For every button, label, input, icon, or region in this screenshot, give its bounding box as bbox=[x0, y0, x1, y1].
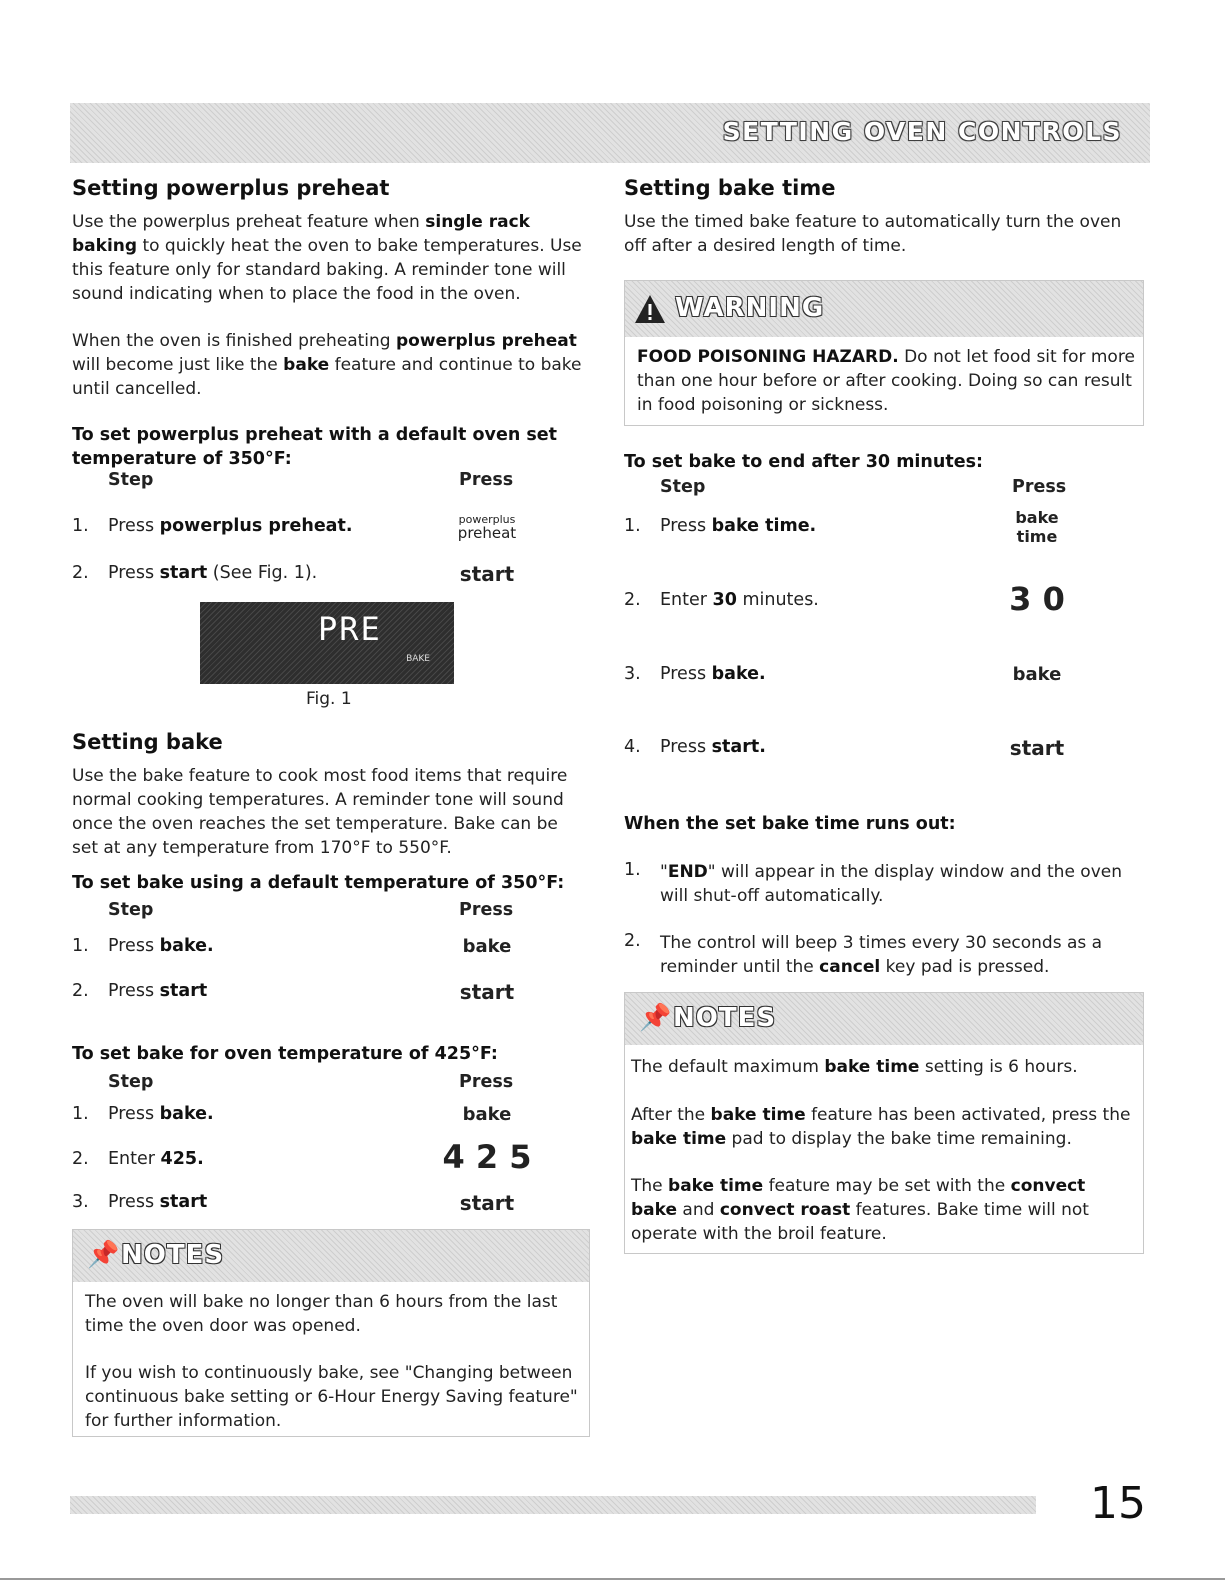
note-text: The default maximum bake time setting is 6 hours. bbox=[631, 1057, 1078, 1077]
warning-triangle-icon bbox=[633, 293, 667, 325]
press-column-label: Press bbox=[459, 900, 514, 920]
step-column-label: Step bbox=[108, 900, 154, 920]
step-number: 2. bbox=[72, 563, 89, 583]
step-text: Press start. bbox=[660, 737, 766, 757]
step-number: 1. bbox=[72, 936, 89, 956]
step-text: Press bake time. bbox=[660, 516, 817, 536]
notes-title: NOTES bbox=[121, 1240, 225, 1270]
bake-key: bake bbox=[1012, 664, 1062, 685]
runs-out-subhead: When the set bake time runs out: bbox=[624, 814, 956, 834]
bake-time-key: bake time bbox=[1015, 508, 1059, 546]
note-text: After the bake time feature has been activated, press the bake time pad to display the bake time remaining. bbox=[631, 1105, 1131, 1149]
bake-heading: Setting bake bbox=[72, 730, 223, 754]
oven-display-figure bbox=[200, 602, 454, 684]
powerplus-steps-subhead: To set powerplus preheat with a default oven set temperature of 350°F: bbox=[72, 425, 558, 469]
bake-time-heading: Setting bake time bbox=[624, 176, 836, 200]
step-text: Press bake. bbox=[108, 1104, 214, 1124]
step-column-label: Step bbox=[660, 477, 706, 497]
bottom-rule bbox=[0, 1578, 1225, 1580]
press-column-label: Press bbox=[1012, 477, 1067, 497]
start-key: start bbox=[459, 562, 515, 586]
list-number: 2. bbox=[624, 931, 641, 951]
step-column-label: Step bbox=[108, 1072, 154, 1092]
powerplus-preheat-key: powerplus preheat bbox=[457, 513, 517, 542]
step-text: Enter 30 minutes. bbox=[660, 590, 819, 610]
warning-box bbox=[624, 280, 1144, 426]
step-number: 3. bbox=[624, 664, 641, 684]
step-number: 1. bbox=[72, 1104, 89, 1124]
display-mode-label: BAKE bbox=[406, 654, 430, 664]
notes-title: NOTES bbox=[673, 1003, 777, 1033]
start-key: start bbox=[459, 980, 515, 1004]
warning-text: FOOD POISONING HAZARD. Do not let food sit for more than one hour before or after cooking. Doing so can result in food poisoning or sickness. bbox=[637, 347, 1135, 415]
bake-425-subhead: To set bake for oven temperature of 425°F: bbox=[72, 1044, 498, 1064]
step-number: 3. bbox=[72, 1192, 89, 1212]
runs-out-item-1: "END" will appear in the display window and the oven will shut-off automatically. bbox=[660, 862, 1123, 906]
step-number: 1. bbox=[72, 516, 89, 536]
note-text: The bake time feature may be set with the convect bake and convect roast features. Bake time will not operate with the broil feature. bbox=[631, 1176, 1089, 1244]
runs-out-item-2: The control will beep 3 times every 30 seconds as a reminder until the cancel key pad is pressed. bbox=[660, 933, 1103, 977]
bake-time-paragraph: Use the timed bake feature to automatically turn the oven off after a desired length of time. bbox=[624, 212, 1122, 256]
powerplus-heading: Setting powerplus preheat bbox=[72, 176, 390, 200]
notes-box-right bbox=[624, 992, 1144, 1254]
step-number: 2. bbox=[72, 981, 89, 1001]
bake-key: bake bbox=[462, 1104, 512, 1125]
note-text: The oven will bake no longer than 6 hours from the last time the oven door was opened. bbox=[85, 1292, 558, 1336]
bake-paragraph: Use the bake feature to cook most food items that require normal cooking temperatures. A reminder tone will sound once the oven reaches the set temperature. Bake can be set at any temperature from 170°F to 550°F. bbox=[72, 766, 568, 858]
step-text: Press bake. bbox=[108, 936, 214, 956]
step-column-label: Step bbox=[108, 470, 154, 490]
bake-time-steps-subhead: To set bake to end after 30 minutes: bbox=[624, 452, 983, 472]
section-title: SETTING OVEN CONTROLS bbox=[722, 117, 1122, 146]
step-number: 4. bbox=[624, 737, 641, 757]
number-keys-30: 3 0 bbox=[1009, 580, 1065, 618]
warning-title-bar bbox=[625, 281, 1143, 337]
press-column-label: Press bbox=[459, 470, 514, 490]
step-text: Press start bbox=[108, 981, 208, 1001]
warning-title: WARNING bbox=[675, 293, 825, 323]
section-header-bar bbox=[70, 103, 1150, 163]
step-number: 2. bbox=[624, 590, 641, 610]
start-key: start bbox=[459, 1191, 515, 1215]
note-text: If you wish to continuously bake, see "Changing between continuous bake setting or 6-Hour Energy Saving feature" for further information. bbox=[85, 1363, 578, 1431]
bake-default-subhead: To set bake using a default temperature of 350°F: bbox=[72, 873, 565, 893]
pushpin-icon: 📌 bbox=[87, 1240, 120, 1270]
notes-title-bar bbox=[625, 993, 1143, 1045]
number-keys-425: 4 2 5 bbox=[442, 1138, 532, 1176]
step-number: 2. bbox=[72, 1149, 89, 1169]
powerplus-paragraph-2: When the oven is finished preheating powerplus preheat will become just like the bake feature and continue to bake until cancelled. bbox=[72, 331, 582, 399]
page-number: 15 bbox=[1090, 1478, 1146, 1529]
notes-title-bar bbox=[73, 1230, 589, 1282]
list-number: 1. bbox=[624, 860, 641, 880]
start-key: start bbox=[1009, 736, 1065, 760]
press-column-label: Press bbox=[459, 1072, 514, 1092]
step-number: 1. bbox=[624, 516, 641, 536]
pushpin-icon: 📌 bbox=[639, 1003, 672, 1033]
step-text: Press start (See Fig. 1). bbox=[108, 563, 318, 583]
step-text: Enter 425. bbox=[108, 1149, 204, 1169]
notes-box-left bbox=[72, 1229, 590, 1437]
powerplus-paragraph-1: Use the powerplus preheat feature when single rack baking to quickly heat the oven to bake temperatures. Use this feature only for standard baking. A reminder tone will sound indicating when to place the food in the oven. bbox=[72, 212, 582, 304]
display-readout: PRE bbox=[318, 610, 382, 648]
step-text: Press powerplus preheat. bbox=[108, 516, 353, 536]
footer-bar bbox=[70, 1496, 1036, 1514]
step-text: Press bake. bbox=[660, 664, 766, 684]
step-text: Press start bbox=[108, 1192, 208, 1212]
bake-key: bake bbox=[462, 936, 512, 957]
figure-caption: Fig. 1 bbox=[306, 689, 352, 709]
